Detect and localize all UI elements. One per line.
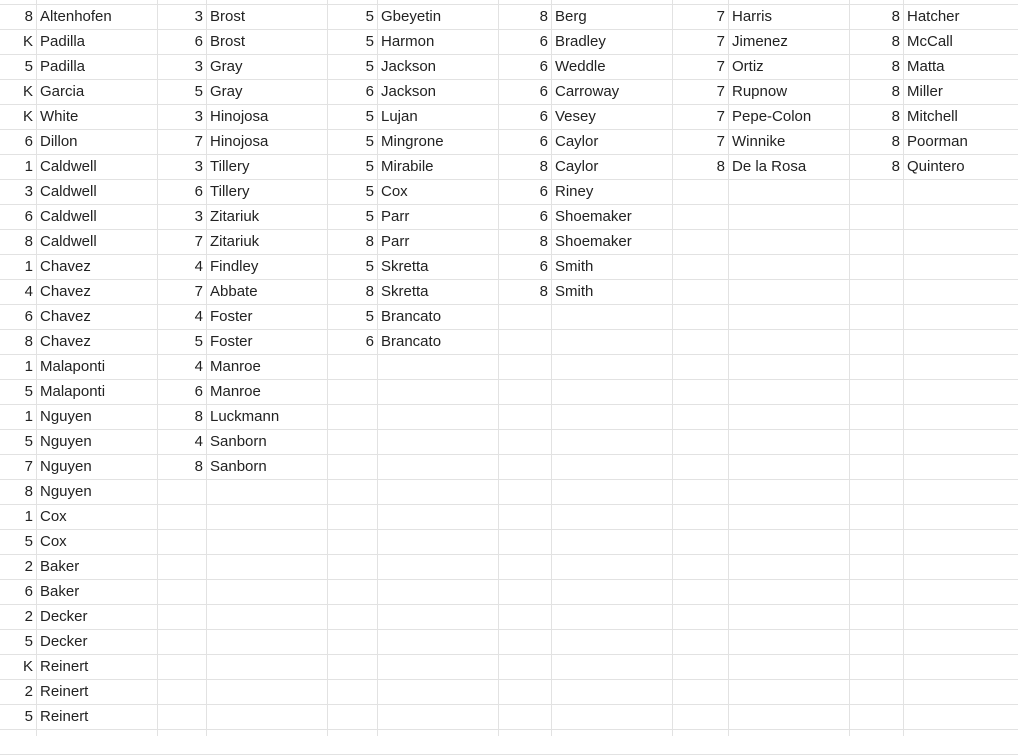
surname-cell[interactable]: White <box>40 108 79 125</box>
grade-cell[interactable]: K <box>22 108 33 125</box>
grade-cell[interactable]: 8 <box>539 283 548 300</box>
surname-cell[interactable]: Jackson <box>381 58 437 75</box>
grade-cell[interactable]: 6 <box>24 308 33 325</box>
grade-cell[interactable]: 4 <box>194 433 203 450</box>
grade-cell[interactable]: 5 <box>365 108 374 125</box>
surname-cell[interactable]: Winnike <box>732 133 786 150</box>
grade-cell[interactable]: 8 <box>891 33 900 50</box>
surname-cell[interactable]: Findley <box>210 258 259 275</box>
surname-cell[interactable]: Poorman <box>907 133 968 150</box>
grade-cell[interactable]: 8 <box>24 333 33 350</box>
grade-cell[interactable]: 6 <box>539 108 548 125</box>
grade-cell[interactable]: 7 <box>194 133 203 150</box>
grade-cell[interactable]: K <box>22 83 33 100</box>
surname-cell[interactable]: Caylor <box>555 133 599 150</box>
grade-cell[interactable]: 2 <box>24 558 33 575</box>
surname-cell[interactable]: Foster <box>210 308 253 325</box>
surname-cell[interactable]: Gray <box>210 58 243 75</box>
grade-cell[interactable]: 7 <box>716 8 725 25</box>
surname-cell[interactable]: Reinert <box>40 658 89 675</box>
surname-cell[interactable]: Shoemaker <box>555 208 632 225</box>
grade-cell[interactable]: 8 <box>891 58 900 75</box>
grade-cell[interactable]: 4 <box>194 308 203 325</box>
surname-cell[interactable]: Sanborn <box>210 433 267 450</box>
grade-cell[interactable]: 5 <box>365 158 374 175</box>
surname-cell[interactable]: Altenhofen <box>40 8 112 25</box>
grade-cell[interactable]: 6 <box>539 83 548 100</box>
surname-cell[interactable]: Gbeyetin <box>381 8 442 25</box>
grade-cell[interactable]: 8 <box>365 233 374 250</box>
grade-cell[interactable]: 5 <box>24 708 33 725</box>
grade-cell[interactable]: 5 <box>24 633 33 650</box>
surname-cell[interactable]: Padilla <box>40 58 86 75</box>
grade-cell[interactable]: 5 <box>24 533 33 550</box>
surname-cell[interactable]: Bradley <box>555 33 606 50</box>
surname-cell[interactable]: Hatcher <box>907 8 960 25</box>
surname-cell[interactable]: Brost <box>210 33 246 50</box>
surname-cell[interactable]: Cox <box>40 533 67 550</box>
surname-cell[interactable]: Pepe-Colon <box>732 108 812 125</box>
grade-cell[interactable]: 7 <box>194 233 203 250</box>
surname-cell[interactable]: Hinojosa <box>210 108 269 125</box>
grade-cell[interactable]: 3 <box>194 108 203 125</box>
grade-cell[interactable]: K <box>22 658 33 675</box>
surname-cell[interactable]: Quintero <box>907 158 965 175</box>
grade-cell[interactable]: 3 <box>194 158 203 175</box>
grade-cell[interactable]: 8 <box>539 233 548 250</box>
surname-cell[interactable]: Skretta <box>381 258 429 275</box>
grade-cell[interactable]: 1 <box>24 258 33 275</box>
grade-cell[interactable]: 8 <box>716 158 725 175</box>
surname-cell[interactable]: Smith <box>555 258 594 275</box>
row-gridline <box>0 729 1018 730</box>
surname-cell[interactable]: Chavez <box>40 283 91 300</box>
surname-cell[interactable]: Chavez <box>40 258 91 275</box>
grade-cell[interactable]: 4 <box>194 358 203 375</box>
grade-cell[interactable]: 1 <box>24 508 33 525</box>
grade-cell[interactable]: 6 <box>24 208 33 225</box>
surname-cell[interactable]: Luckmann <box>210 408 280 425</box>
surname-cell[interactable]: Chavez <box>40 333 91 350</box>
surname-cell[interactable]: Caldwell <box>40 183 97 200</box>
grade-cell[interactable]: K <box>22 33 33 50</box>
surname-cell[interactable]: Mirabile <box>381 158 434 175</box>
grade-cell[interactable]: 2 <box>24 608 33 625</box>
grade-cell[interactable]: 6 <box>539 183 548 200</box>
surname-cell[interactable]: Nguyen <box>40 408 92 425</box>
grade-cell[interactable]: 6 <box>539 133 548 150</box>
grade-cell[interactable]: 7 <box>716 58 725 75</box>
grade-cell[interactable]: 6 <box>539 208 548 225</box>
surname-cell[interactable]: Vesey <box>555 108 596 125</box>
surname-cell[interactable]: Harris <box>732 8 772 25</box>
surname-cell[interactable]: De la Rosa <box>732 158 807 175</box>
surname-cell[interactable]: Shoemaker <box>555 233 632 250</box>
surname-cell[interactable]: Parr <box>381 233 410 250</box>
surname-cell[interactable]: Berg <box>555 8 587 25</box>
surname-cell[interactable]: Weddle <box>555 58 606 75</box>
surname-cell[interactable]: Jimenez <box>732 33 788 50</box>
surname-cell[interactable]: Abbate <box>210 283 258 300</box>
grade-cell[interactable]: 5 <box>365 133 374 150</box>
surname-cell[interactable]: Baker <box>40 558 80 575</box>
surname-cell[interactable]: Cox <box>381 183 408 200</box>
surname-cell[interactable]: Parr <box>381 208 410 225</box>
grade-cell[interactable]: 6 <box>539 258 548 275</box>
grade-cell[interactable]: 6 <box>194 33 203 50</box>
grade-cell[interactable]: 6 <box>365 333 374 350</box>
surname-cell[interactable]: Sanborn <box>210 458 267 475</box>
surname-cell[interactable]: Cox <box>40 508 67 525</box>
grade-cell[interactable]: 5 <box>194 83 203 100</box>
surname-cell[interactable]: Ortiz <box>732 58 764 75</box>
surname-cell[interactable]: Riney <box>555 183 594 200</box>
grade-cell[interactable]: 5 <box>365 8 374 25</box>
grade-cell[interactable]: 8 <box>891 133 900 150</box>
surname-cell[interactable]: Garcia <box>40 83 85 100</box>
surname-cell[interactable]: Gray <box>210 83 243 100</box>
grade-cell[interactable]: 8 <box>24 233 33 250</box>
grade-cell[interactable]: 5 <box>24 383 33 400</box>
grade-cell[interactable]: 7 <box>716 33 725 50</box>
grade-cell[interactable]: 5 <box>365 183 374 200</box>
grade-cell[interactable]: 1 <box>24 408 33 425</box>
surname-cell[interactable]: Carroway <box>555 83 620 100</box>
grade-cell[interactable]: 8 <box>194 408 203 425</box>
surname-cell[interactable]: Malaponti <box>40 358 106 375</box>
grade-cell[interactable]: 5 <box>365 258 374 275</box>
surname-cell[interactable]: Malaponti <box>40 383 106 400</box>
surname-cell[interactable]: Miller <box>907 83 943 100</box>
grade-cell[interactable]: 1 <box>24 358 33 375</box>
grade-cell[interactable]: 7 <box>716 108 725 125</box>
grade-cell[interactable]: 1 <box>24 158 33 175</box>
surname-cell[interactable]: Caldwell <box>40 158 97 175</box>
surname-cell[interactable]: Decker <box>40 608 88 625</box>
surname-cell[interactable]: Baker <box>40 583 80 600</box>
surname-cell[interactable]: Manroe <box>210 358 261 375</box>
grade-cell[interactable]: 3 <box>194 208 203 225</box>
grade-cell[interactable]: 6 <box>194 383 203 400</box>
surname-cell[interactable]: Manroe <box>210 383 261 400</box>
grade-cell[interactable]: 4 <box>24 283 33 300</box>
surname-cell[interactable]: Foster <box>210 333 253 350</box>
grade-cell[interactable]: 8 <box>891 158 900 175</box>
surname-cell[interactable]: Mingrone <box>381 133 444 150</box>
grade-cell[interactable]: 6 <box>194 183 203 200</box>
grade-cell[interactable]: 8 <box>891 108 900 125</box>
surname-cell[interactable]: Nguyen <box>40 433 92 450</box>
surname-cell[interactable]: Harmon <box>381 33 435 50</box>
surname-cell[interactable]: Jackson <box>381 83 437 100</box>
surname-cell[interactable]: Rupnow <box>732 83 788 100</box>
grade-cell[interactable]: 6 <box>24 583 33 600</box>
grade-cell[interactable]: 8 <box>539 158 548 175</box>
grade-cell[interactable]: 5 <box>194 333 203 350</box>
grade-cell[interactable]: 6 <box>24 133 33 150</box>
surname-cell[interactable]: Dillon <box>40 133 78 150</box>
surname-cell[interactable]: Hinojosa <box>210 133 269 150</box>
surname-cell[interactable]: Skretta <box>381 283 429 300</box>
grade-cell[interactable]: 8 <box>539 8 548 25</box>
surname-cell[interactable]: Chavez <box>40 308 91 325</box>
surname-cell[interactable]: Matta <box>907 58 945 75</box>
grade-cell[interactable]: 8 <box>194 458 203 475</box>
surname-cell[interactable]: Padilla <box>40 33 86 50</box>
grade-cell[interactable]: 7 <box>194 283 203 300</box>
surname-cell[interactable]: Tillery <box>210 158 250 175</box>
grade-cell[interactable]: 7 <box>716 83 725 100</box>
surname-cell[interactable]: Brost <box>210 8 246 25</box>
grade-cell[interactable]: 6 <box>539 58 548 75</box>
surname-cell[interactable]: Brancato <box>381 333 442 350</box>
grade-cell[interactable]: 7 <box>24 458 33 475</box>
surname-cell[interactable]: Tillery <box>210 183 250 200</box>
surname-cell[interactable]: Brancato <box>381 308 442 325</box>
grade-cell[interactable]: 5 <box>365 58 374 75</box>
surname-cell[interactable]: Zitariuk <box>210 208 260 225</box>
surname-cell[interactable]: Mitchell <box>907 108 958 125</box>
surname-cell[interactable]: Nguyen <box>40 458 92 475</box>
surname-cell[interactable]: Lujan <box>381 108 418 125</box>
surname-cell[interactable]: Reinert <box>40 683 89 700</box>
grade-cell[interactable]: 5 <box>24 433 33 450</box>
grade-cell[interactable]: 6 <box>365 83 374 100</box>
grade-cell[interactable]: 8 <box>891 83 900 100</box>
grade-cell[interactable]: 3 <box>194 58 203 75</box>
surname-cell[interactable]: Decker <box>40 633 88 650</box>
grade-cell[interactable]: 8 <box>891 8 900 25</box>
surname-cell[interactable]: Reinert <box>40 708 89 725</box>
grade-cell[interactable]: 3 <box>194 8 203 25</box>
grade-cell[interactable]: 5 <box>365 308 374 325</box>
surname-cell[interactable]: Caldwell <box>40 233 97 250</box>
grade-cell[interactable]: 8 <box>365 283 374 300</box>
surname-cell[interactable]: Nguyen <box>40 483 92 500</box>
grade-cell[interactable]: 2 <box>24 683 33 700</box>
surname-cell[interactable]: Caldwell <box>40 208 97 225</box>
surname-cell[interactable]: McCall <box>907 33 953 50</box>
grade-cell[interactable]: 8 <box>24 483 33 500</box>
grade-cell[interactable]: 5 <box>365 208 374 225</box>
grade-cell[interactable]: 7 <box>716 133 725 150</box>
surname-cell[interactable]: Smith <box>555 283 594 300</box>
grade-cell[interactable]: 5 <box>365 33 374 50</box>
grade-cell[interactable]: 8 <box>24 8 33 25</box>
grade-cell[interactable]: 6 <box>539 33 548 50</box>
grade-cell[interactable]: 3 <box>24 183 33 200</box>
grade-cell[interactable]: 4 <box>194 258 203 275</box>
grade-cell[interactable]: 5 <box>24 58 33 75</box>
surname-cell[interactable]: Caylor <box>555 158 599 175</box>
surname-cell[interactable]: Zitariuk <box>210 233 260 250</box>
